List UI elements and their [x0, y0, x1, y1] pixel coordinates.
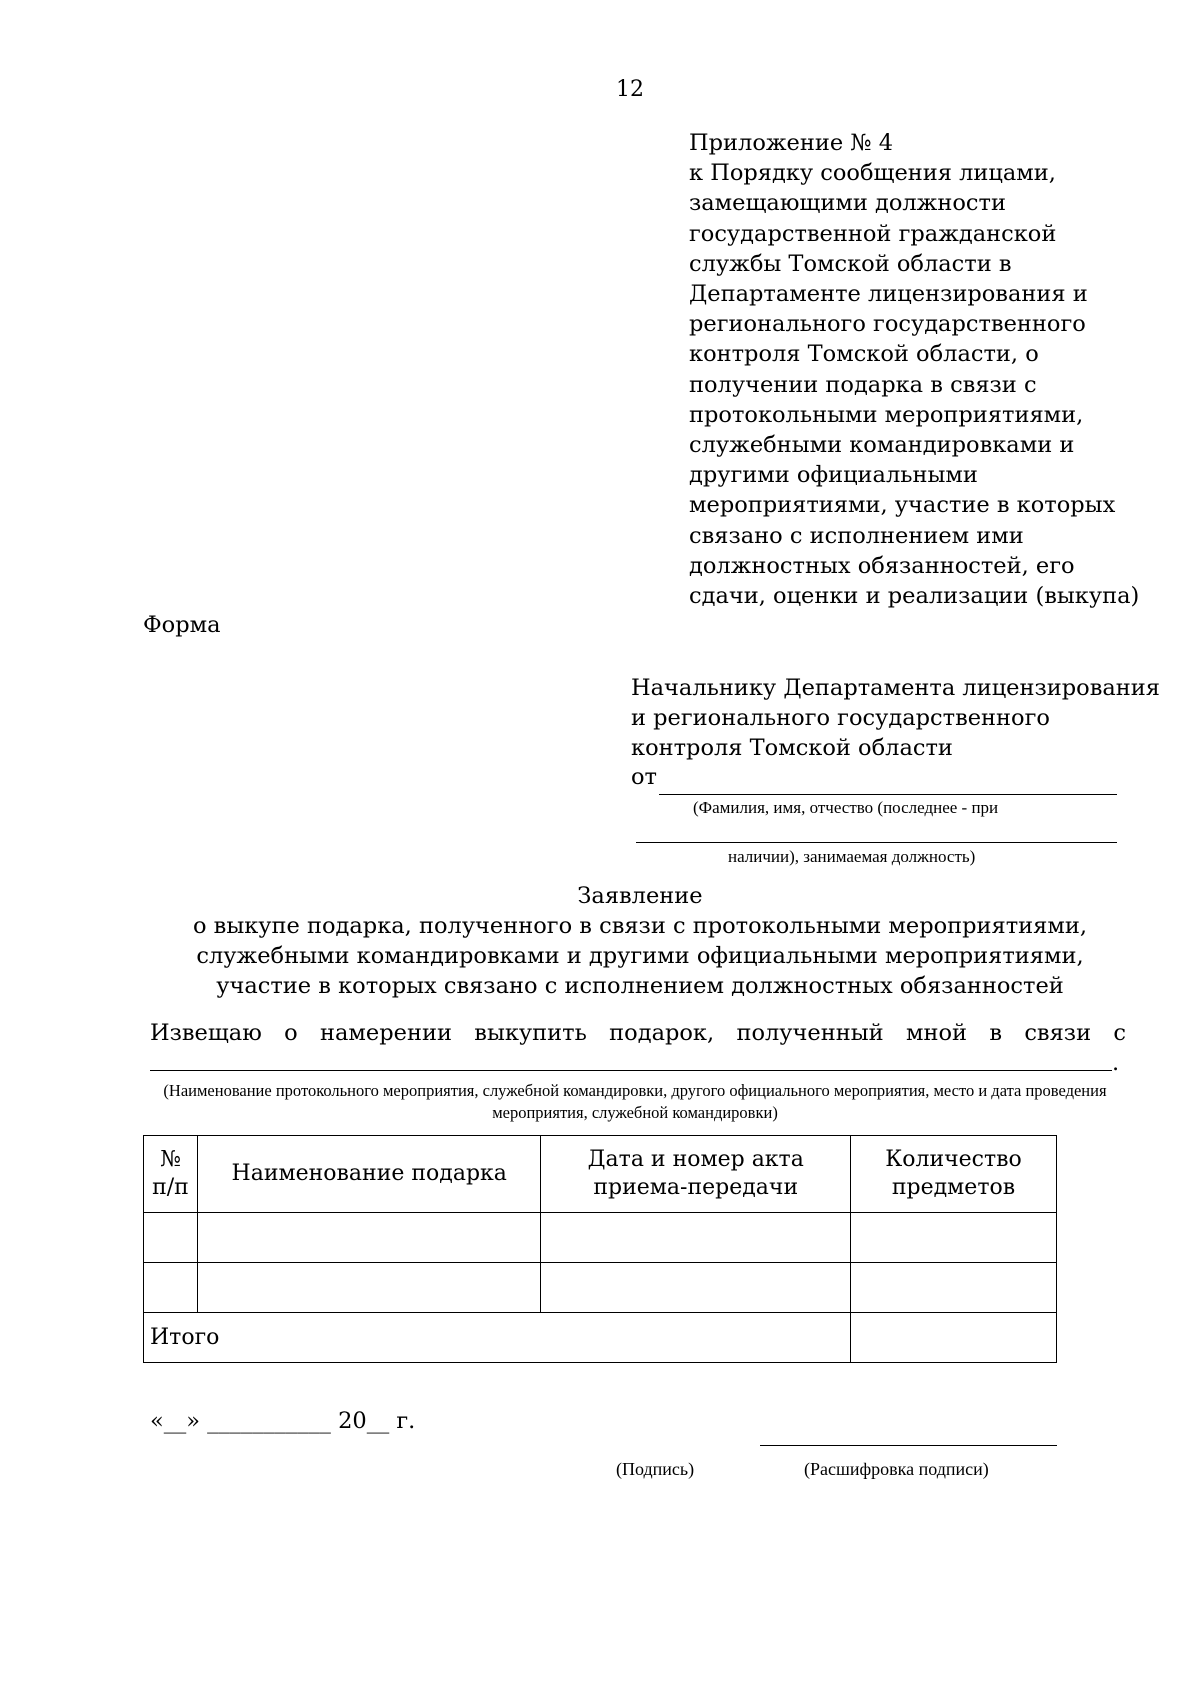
appendix-line: сдачи, оценки и реализации (выкупа) [689, 583, 1140, 610]
appendix-line: контроля Томской области, о [689, 341, 1039, 368]
addressee-block [631, 673, 1160, 763]
appendix-line: Департаменте лицензирования и [689, 281, 1088, 308]
appendix-line: службы Томской области в [689, 250, 1012, 277]
appendix-line: другими официальными [689, 462, 978, 489]
table-cell[interactable] [197, 1213, 541, 1263]
appendix-line: замещающими должности [689, 190, 1006, 217]
from-label: от [631, 764, 657, 790]
header-name: Наименование подарка [197, 1136, 541, 1213]
table-cell[interactable] [197, 1263, 541, 1313]
end-dot: . [1112, 1050, 1120, 1076]
table-cell[interactable] [144, 1213, 198, 1263]
header-num: № п/п [144, 1136, 198, 1213]
table-cell[interactable] [541, 1213, 851, 1263]
table-row [144, 1263, 1057, 1313]
table-cell[interactable] [851, 1263, 1057, 1313]
appendix-line: должностных обязанностей, его [689, 552, 1075, 579]
total-label: Итого [144, 1313, 851, 1363]
appendix-line: связано с исполнением ими [689, 522, 1024, 549]
date-field[interactable]: «__» ___________ 20__ г. [150, 1408, 416, 1434]
event-field[interactable] [150, 1070, 1112, 1071]
notify-text: Извещаю о намерении выкупить подарок, полученный мной в связи с [150, 1020, 1126, 1046]
page-number: 12 [616, 77, 644, 102]
appendix-line: служебными командировками и [689, 432, 1075, 459]
addressee-line: Начальнику Департамента лицензирования [631, 675, 1160, 701]
table-cell[interactable] [541, 1263, 851, 1313]
appendix-line: мероприятиями, участие в которых [689, 492, 1116, 519]
addressee-line: контроля Томской области [631, 735, 953, 761]
signature-hint: (Подпись) [616, 1459, 695, 1479]
table-row [144, 1213, 1057, 1263]
appendix-line: Приложение № 4 [689, 130, 894, 156]
appendix-line: государственной гражданской [689, 220, 1057, 247]
signature-field[interactable] [760, 1445, 1057, 1446]
position-field[interactable] [636, 842, 1117, 843]
table-total-row [144, 1313, 1057, 1363]
form-label: Форма [143, 612, 221, 638]
appendix-line: регионального государственного [689, 311, 1086, 338]
appendix-line: получении подарка в связи с [689, 371, 1037, 398]
event-hint: (Наименование протокольного мероприятия, служебной командировки, другого официального мероприятия, место и дата проведения мероприятия, служебной командировки) [163, 1081, 1107, 1122]
addressee-line: и регионального государственного [631, 705, 1050, 731]
appendix-header [689, 128, 1159, 611]
table-header-row [144, 1136, 1057, 1213]
from-name-field[interactable] [659, 794, 1117, 795]
table-cell[interactable] [144, 1263, 198, 1313]
statement-subtitle: о выкупе подарка, полученного в связи с протокольными мероприятиями, служебными командировками и другими официальными мероприятиями, участие в которых связано с исполнением должностных обязанностей [192, 913, 1088, 999]
signature-decode-hint: (Расшифровка подписи) [804, 1459, 989, 1479]
position-hint: наличии), занимаемая должность) [728, 847, 976, 866]
header-act: Дата и номер акта приема-передачи [541, 1136, 851, 1213]
header-qty: Количество предметов [851, 1136, 1057, 1213]
fio-hint: (Фамилия, имя, отчество (последнее - при [693, 798, 999, 817]
gifts-table [143, 1135, 1057, 1363]
appendix-line: к Порядку сообщения лицами, [689, 160, 1056, 187]
statement-title: Заявление [577, 883, 703, 909]
total-qty-cell[interactable] [851, 1313, 1057, 1363]
appendix-line: протокольными мероприятиями, [689, 401, 1084, 428]
table-cell[interactable] [851, 1213, 1057, 1263]
